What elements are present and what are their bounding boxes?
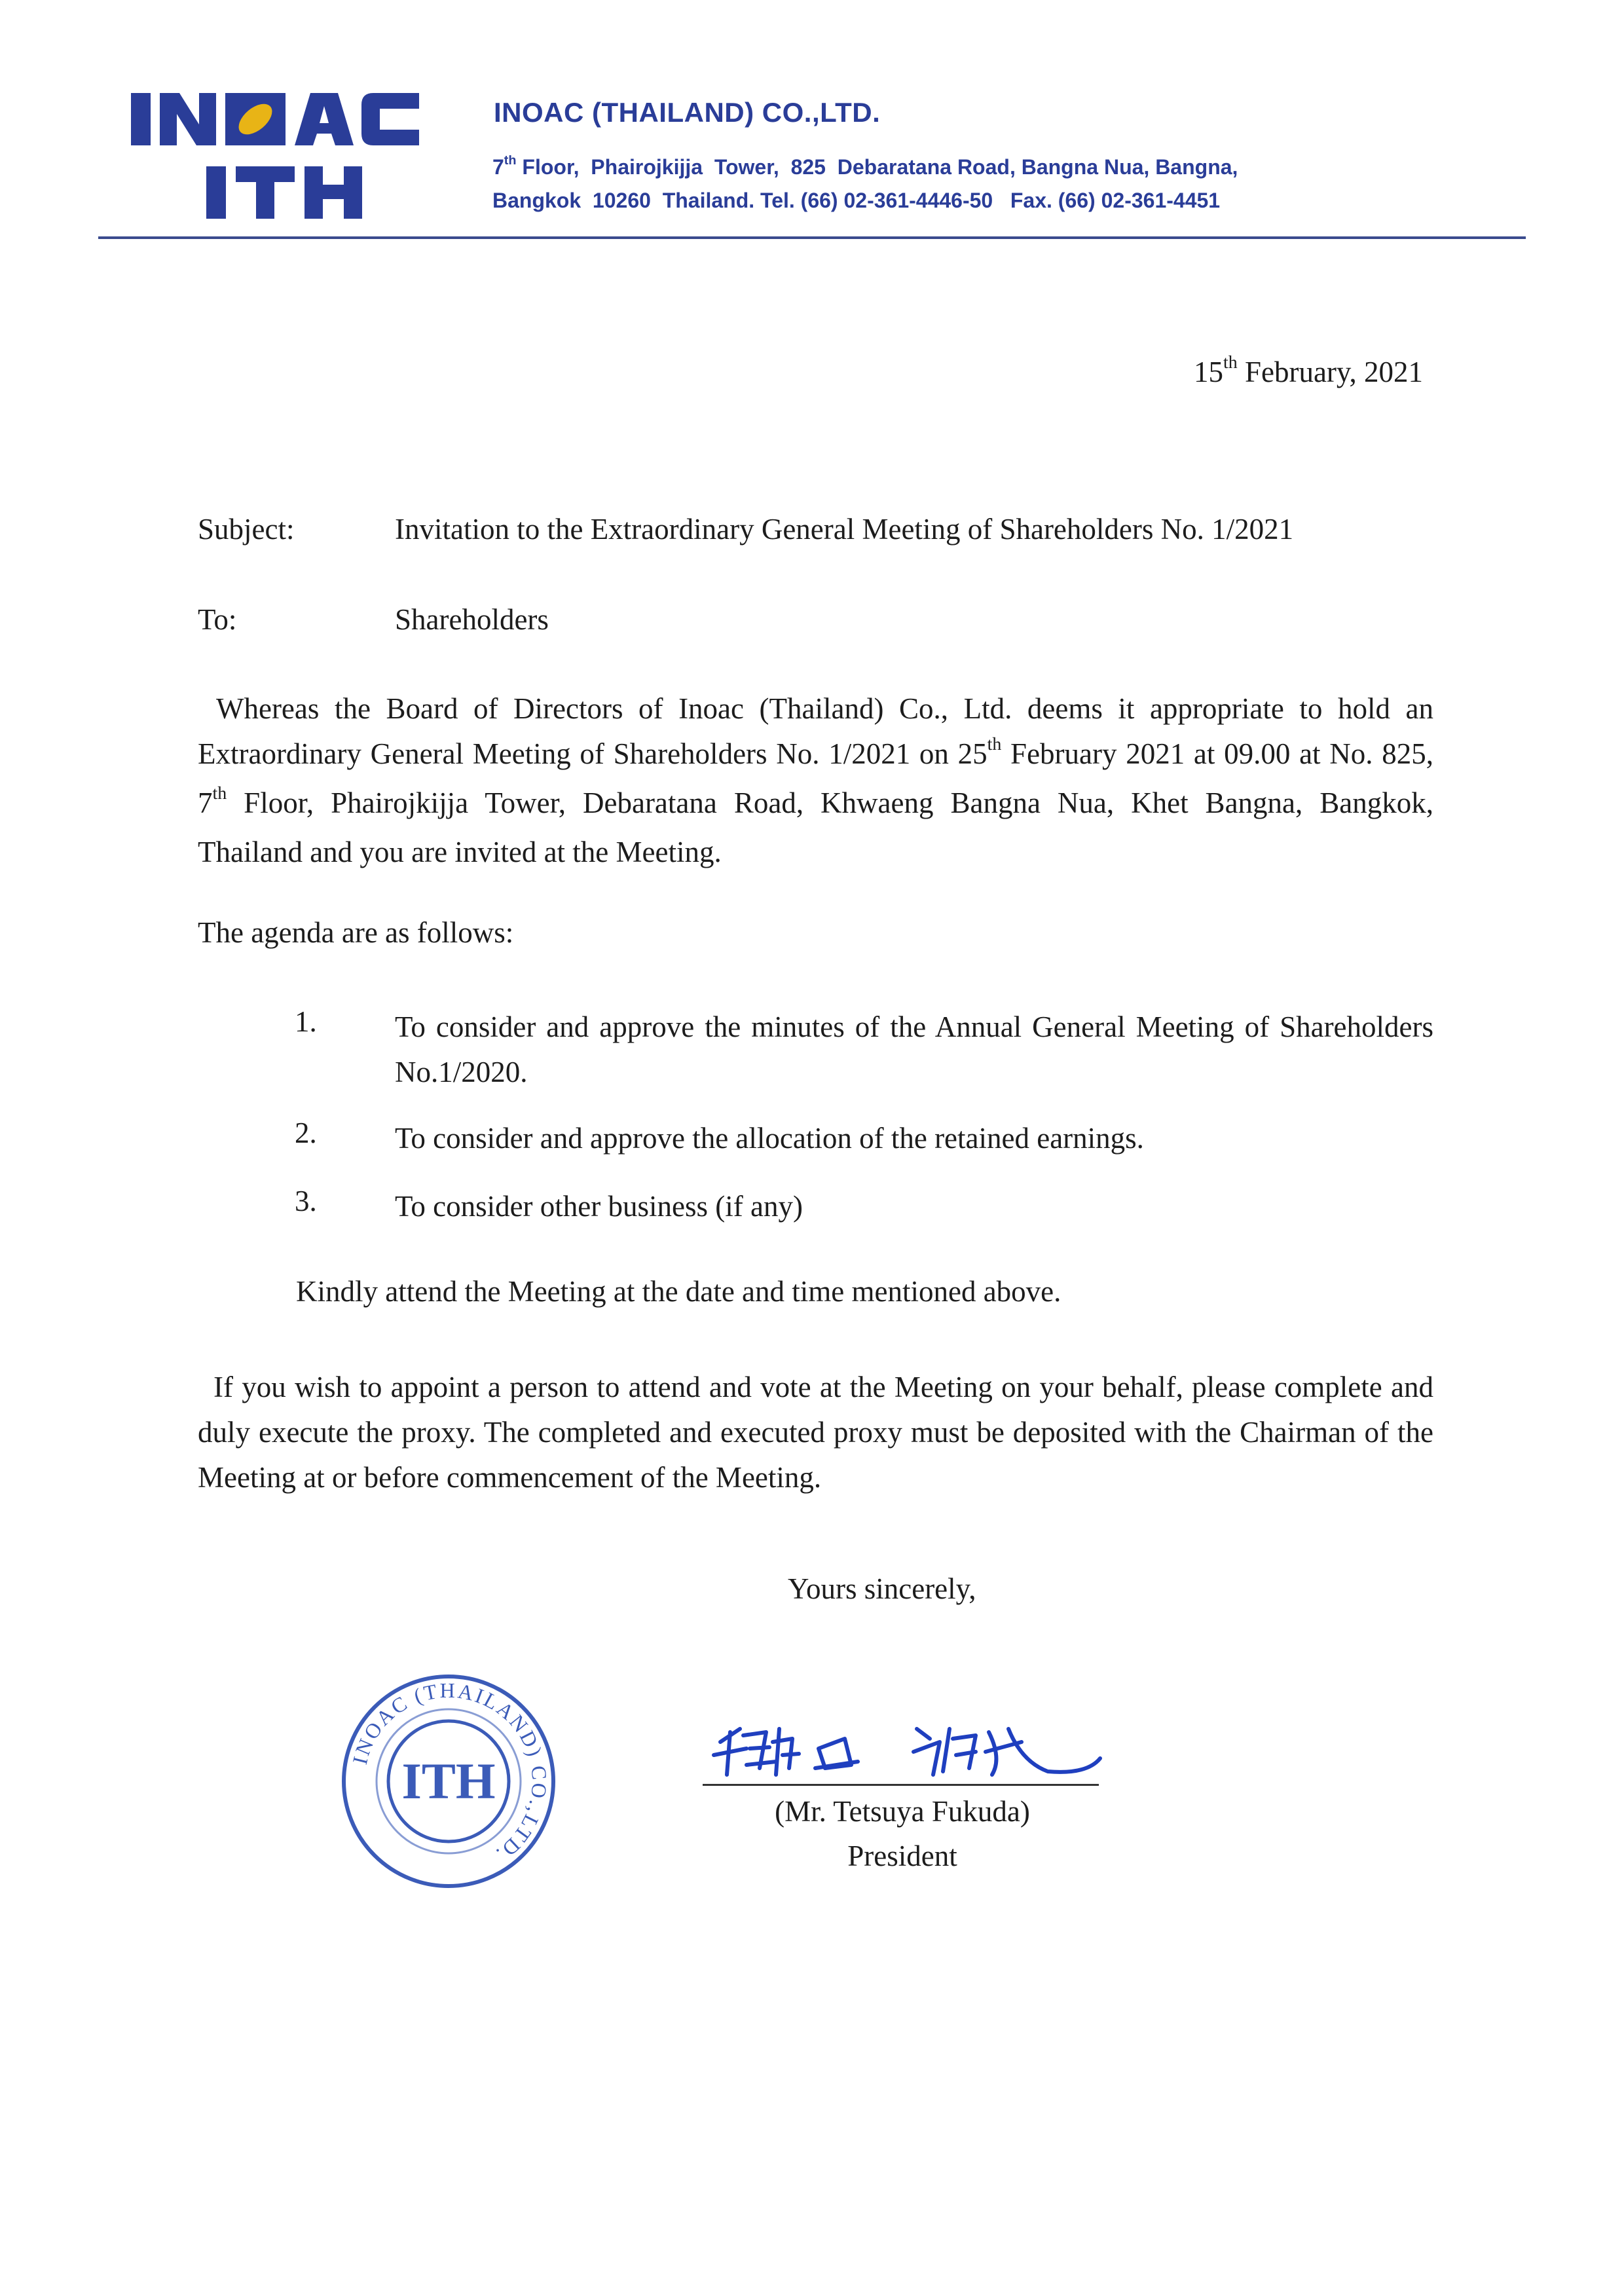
attend-request: Kindly attend the Meeting at the date and time mentioned above. [296,1275,1061,1308]
agenda-item-number: 2. [295,1117,317,1149]
address-line-1: 7th Floor, Phairojkijja Tower, 825 Debaratana Road, Bangna Nua, Bangna, [492,153,1238,179]
agenda-item-text: To consider and approve the minutes of the Annual General Meeting of Shareholders No.1/2020. [395,1010,1433,1088]
handwritten-signature [694,1703,1113,1788]
agenda-item-number: 3. [295,1185,317,1217]
agenda-item-text: To consider and approve the allocation of the retained earnings. [395,1122,1144,1155]
company-name: INOAC (THAILAND) CO.,LTD. [494,97,881,128]
agenda-item-number: 1. [295,1005,317,1038]
subject-text: Invitation to the Extraordinary General Meeting of Shareholders No. 1/2021 [395,513,1294,546]
closing-salutation: Yours sincerely, [788,1572,976,1605]
signer-title: President [847,1840,957,1872]
header-divider [98,236,1526,239]
agenda-intro: The agenda are as follows: [198,916,514,949]
to-label: To: [198,603,237,636]
company-address [492,152,1238,215]
company-seal-stamp [337,1670,560,1893]
to-text: Shareholders [395,603,549,636]
svg-text:INOAC (THAILAND) CO.,LTD.: INOAC (THAILAND) CO.,LTD. [347,1678,552,1868]
invitation-paragraph: Whereas the Board of Directors of Inoac (Thailand) Co., Ltd. deems it appropriate to hold an Extraordinary General Meeting of Shareholders No. 1/2021 on 25th February 2021 at 09.00 at No. 825, 7th Floor, Phairojkijja Tower, Debaratana Road, Khwaeng Bangna Nua, Khet Bangna, Bangkok, Thailand and you are invited at the Meeting. [198,692,1433,868]
logo-inoac-wordmark [131,93,419,145]
address-line-2: Bangkok 10260 Thailand. Tel. (66) 02-361-4446-50 Fax. (66) 02-361-4451 [492,189,1221,212]
signer-name: (Mr. Tetsuya Fukuda) [775,1795,1030,1828]
signature-line [703,1784,1099,1786]
logo-ith-wordmark [206,166,362,219]
agenda-item-text: To consider other business (if any) [395,1190,803,1223]
proxy-paragraph: If you wish to appoint a person to attend and vote at the Meeting on your behalf, please complete and duly execute the proxy. The completed and executed proxy must be deposited with the Chairman of the Meeting at or before commencement of the Meeting. [198,1371,1433,1494]
svg-text:ITH: ITH [401,1752,496,1809]
subject-label: Subject: [198,513,295,546]
letter-date: 15th February, 2021 [1194,352,1423,388]
company-logo [131,93,419,224]
